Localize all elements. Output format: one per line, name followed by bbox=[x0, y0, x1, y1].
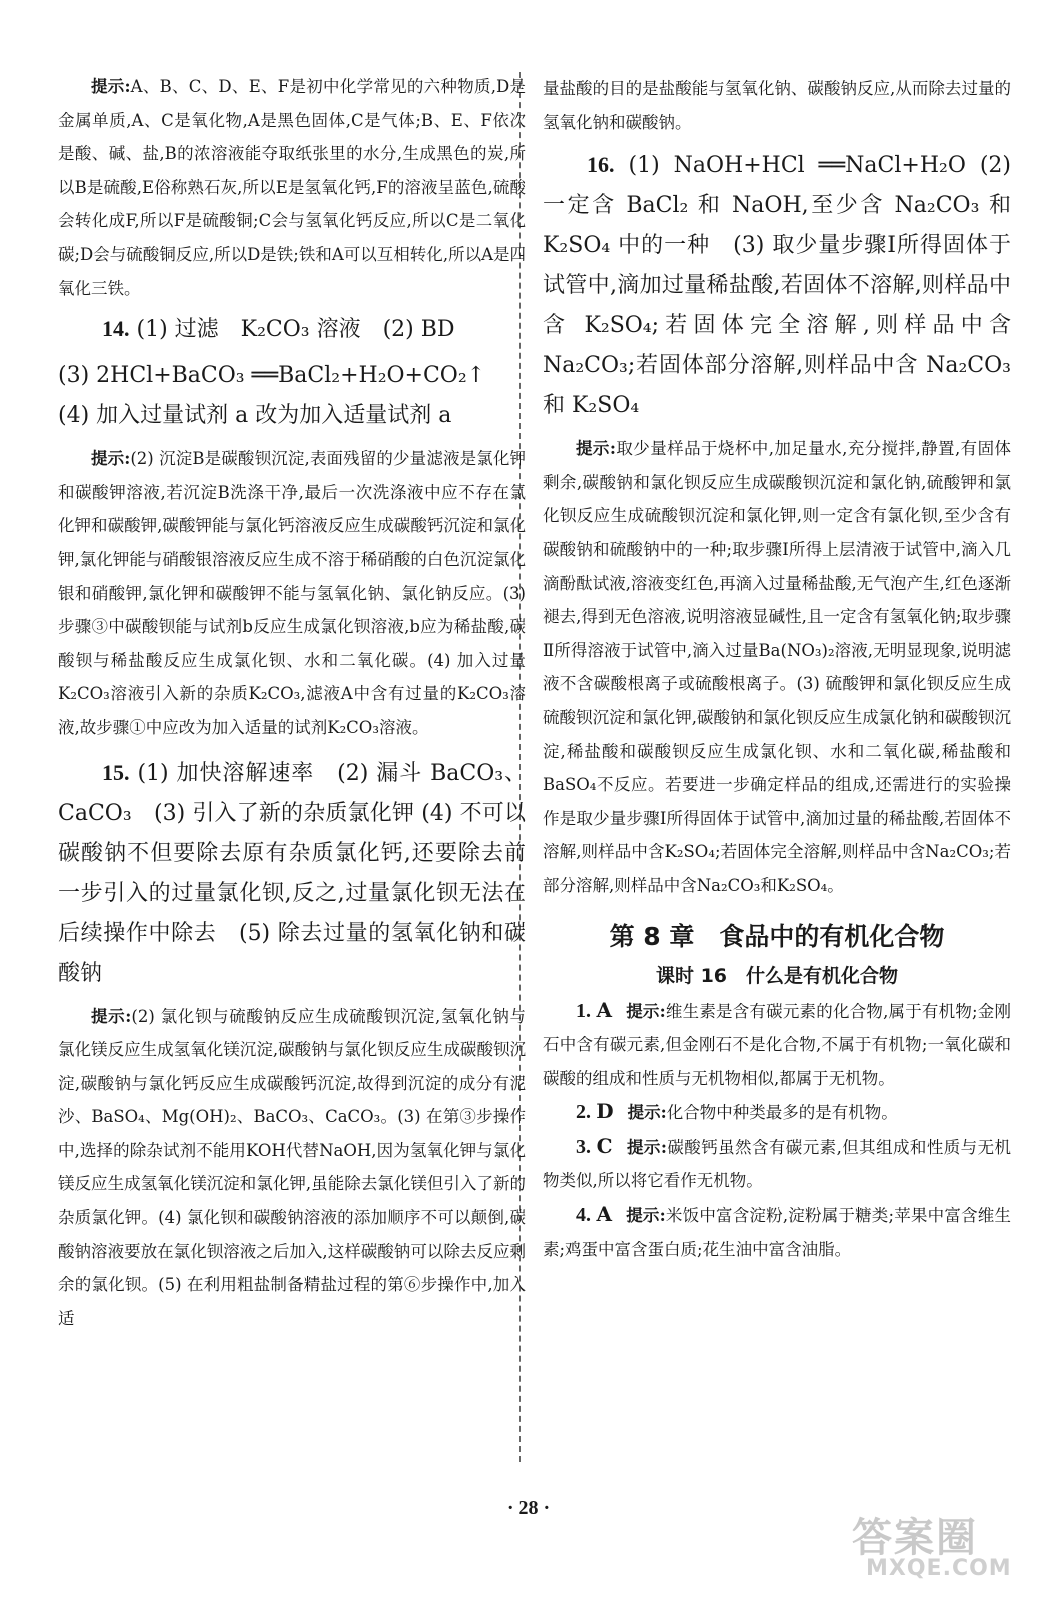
hint-text: 米饭中富含淀粉,淀粉属于糖类;苹果中富含维生素;鸡蛋中富含蛋白质;花生油中富含油脂。 bbox=[543, 1206, 1012, 1259]
section-title: 课时 16 什么是有机化合物 bbox=[655, 964, 899, 987]
question-number: 2. bbox=[576, 1101, 591, 1124]
hint-text: (2) 氯化钡与硫酸钠反应生成硫酸钡沉淀,氢氧化钠与氯化镁反应生成氢氧化镁沉淀,碳酸钠与氯化钡反应生成碳酸钡沉淀,碳酸钠与氯化钙反应生成碳酸钙沉淀,故得到沉淀的成分有泥沙、BaSO₄、Mg(OH)₂、BaCO₃、CaCO₃。(3) 在第③步操作中,选择的除杂试剂不能用KOH代替NaOH,因为氢氧化钾与氯化镁反应生成氢氧化镁沉淀和氯化钾,虽能除去氯化镁但引入了新的杂质氯化钾。(4) 氯化钡和碳酸钠溶液的添加顺序不可以颠倒,碳酸钠溶液要放在氯化钡溶液之后加入,这样碳酸钠可以除去反应剩余的氯化钡。(5) 在利用粗盐制备精盐过程的第⑥步操作中,加入适 bbox=[58, 1006, 526, 1328]
hint-label: 提示: bbox=[91, 1006, 132, 1026]
q13-hint bbox=[58, 70, 526, 305]
left-column bbox=[58, 70, 549, 1335]
chapter-title: 第 8 章 食品中的有机化合物 bbox=[609, 921, 945, 951]
question-number: 1. bbox=[576, 999, 591, 1022]
answer-letter: A bbox=[596, 1202, 612, 1227]
q14-line1 bbox=[58, 309, 526, 350]
mcq-item bbox=[543, 1095, 1011, 1130]
page-number: · 28 · bbox=[506, 1497, 551, 1519]
q15-hint bbox=[58, 1000, 526, 1336]
hint-text: A、B、C、D、E、F是初中化学常见的六种物质,D是金属单质,A、C是氧化物,A是黑色固体,C是气体;B、E、F依次是酸、碱、盐,B的浓溶液能夺取纸张里的水分,生成黑色的炭,所以B是硫酸,E俗称熟石灰,所以E是氢氧化钙,F的溶液呈蓝色,硫酸会转化成F,所以F是硫酸铜;C会与氢氧化钙反应,所以C是二氧化碳;D会与硫酸铜反应,所以D是铁;铁和A可以互相转化,所以A是四氧化三铁。 bbox=[58, 77, 526, 298]
mcq-item bbox=[543, 994, 1011, 1096]
hint-label: 提示: bbox=[625, 1206, 666, 1226]
q14-line2: (3) 2HCl+BaCO₃ ══BaCl₂+H₂O+CO₂↑ bbox=[58, 363, 486, 389]
answer-letter: A bbox=[596, 997, 612, 1022]
mcq-item bbox=[543, 1130, 1011, 1198]
q16-answer bbox=[543, 145, 1011, 426]
answer-letter: D bbox=[596, 1099, 614, 1124]
hint-label: 提示: bbox=[627, 1103, 667, 1123]
hint-label: 提示: bbox=[625, 1001, 666, 1021]
hint-label: 提示: bbox=[91, 449, 131, 469]
question-number: 16. bbox=[587, 152, 615, 178]
answer-letter: C bbox=[596, 1133, 613, 1158]
q14-line3: (4) 加入过量试剂 a 改为加入适量试剂 a bbox=[58, 403, 452, 429]
hint-text: 碳酸钙虽然含有碳元素,但其组成和性质与无机物类似,所以将它看作无机物。 bbox=[543, 1137, 1012, 1191]
answer-text: (1) 过滤 K₂CO₃ 溶液 (2) BD bbox=[136, 317, 455, 343]
mcq-item bbox=[543, 1198, 1011, 1266]
question-number: 14. bbox=[102, 316, 130, 342]
hint-label: 提示: bbox=[91, 77, 131, 96]
answer-text: (1) NaOH+HCl ══NaCl+H₂O (2) 一定含 BaCl₂ 和 NaOH,至少含 Na₂CO₃ 和 K₂SO₄ 中的一种 (3) 取少量步骤Ⅰ所得固体于试管中,滴加过量稀盐酸,若固体不溶解,则样品中含 K₂SO₄;若固体完全溶解,则样品中含 Na₂CO₃;若固体部分溶解,则样品中含 Na₂CO₃ 和 K₂SO₄ bbox=[543, 153, 1011, 419]
answer-text: (1) 加快溶解速率 (2) 漏斗 BaCO₃、CaCO₃ (3) 引入了新的杂质氯化钾 (4) 不可以 碳酸钠不但要除去原有杂质氯化钙,还要除去前一步引入的过量氯化钡,反之,过量氯化钡无法在后续操作中除去 (5) 除去过量的氢氧化钠和碳酸钠 bbox=[58, 760, 549, 986]
q15-answer bbox=[58, 753, 549, 994]
hint-label: 提示: bbox=[576, 439, 616, 459]
question-number: 3. bbox=[576, 1135, 591, 1158]
hint-text: (2) 沉淀B是碳酸钡沉淀,表面残留的少量滤液是氯化钾和碳酸钾溶液,若沉淀B洗涤干净,最后一次洗涤液中应不存在氯化钾和碳酸钾,碳酸钾能与氯化钙溶液反应生成碳酸钙沉淀和氯化钾,氯化钾能与硝酸银溶液反应生成不溶于稀硝酸的白色沉淀氯化银和硝酸钾,氯化钾和碳酸钾不能与氢氧化钠、氯化钠反应。(3) 步骤③中碳酸钡能与试剂b反应生成氯化钡溶液,b应为稀盐酸,碳酸钡与稀盐酸反应生成氯化钡、水和二氧化碳。(4) 加入过量K₂CO₃溶液引入新的杂质K₂CO₃,滤液A中含有过量的K₂CO₃溶液,故步骤①中应改为加入适量的试剂K₂CO₃溶液。 bbox=[58, 449, 526, 737]
right-column bbox=[543, 72, 1011, 1266]
watermark-text-cn: 答案圈 bbox=[852, 1515, 978, 1561]
hint-text: 维生素是含有碳元素的化合物,属于有机物;金刚石中含有碳元素,但金刚石不是化合物,不属于有机物;一氧化碳和碳酸的组成和性质与无机物相似,都属于无机物。 bbox=[543, 1001, 1012, 1088]
question-number: 15. bbox=[102, 759, 130, 785]
q16-hint bbox=[543, 432, 1011, 902]
q14-hint bbox=[58, 442, 526, 744]
hint-label: 提示: bbox=[626, 1137, 667, 1157]
watermark-logo bbox=[852, 1506, 1032, 1586]
watermark-text-en: MXQE.COM bbox=[866, 1556, 1012, 1581]
hint-text: 化合物中种类最多的是有机物。 bbox=[666, 1103, 898, 1123]
hint-text: 取少量样品于烧杯中,加足量水,充分搅拌,静置,有固体剩余,碳酸钠和氯化钡反应生成碳酸钡沉淀和氯化钠,硫酸钾和氯化钡反应生成硫酸钡沉淀和氯化钾,则一定含有氯化钡,至少含有碳酸钠和硫酸钠中的一种;取步骤Ⅰ所得上层清液于试管中,滴入几滴酚酞试液,溶液变红色,再滴入过量稀盐酸,无气泡产生,红色逐渐褪去,得到无色溶液,说明溶液显碱性,且一定含有氢氧化钠;取步骤Ⅱ所得溶液于试管中,滴入过量Ba(NO₃)₂溶液,无明显现象,说明滤液不含碳酸根离子或硫酸根离子。(3) 硫酸钾和氯化钡反应生成硫酸钡沉淀和氯化钾,碳酸钠和氯化钡反应生成氯化钠和碳酸钡沉淀,稀盐酸和碳酸钡反应生成氯化钡、水和二氧化碳,稀盐酸和BaSO₄不反应。若要进一步确定样品的组成,还需进行的实验操作是取少量步骤Ⅰ所得固体于试管中,滴加过量的稀盐酸,若固体不溶解,则样品中含K₂SO₄;若固体完全溶解,则样品中含Na₂CO₃;若部分溶解,则样品中含Na₂CO₃和K₂SO₄。 bbox=[543, 439, 1012, 895]
question-number: 4. bbox=[576, 1204, 591, 1227]
q15-hint-continued: 量盐酸的目的是盐酸能与氢氧化钠、碳酸钠反应,从而除去过量的氢氧化钠和碳酸钠。 bbox=[543, 79, 1011, 132]
